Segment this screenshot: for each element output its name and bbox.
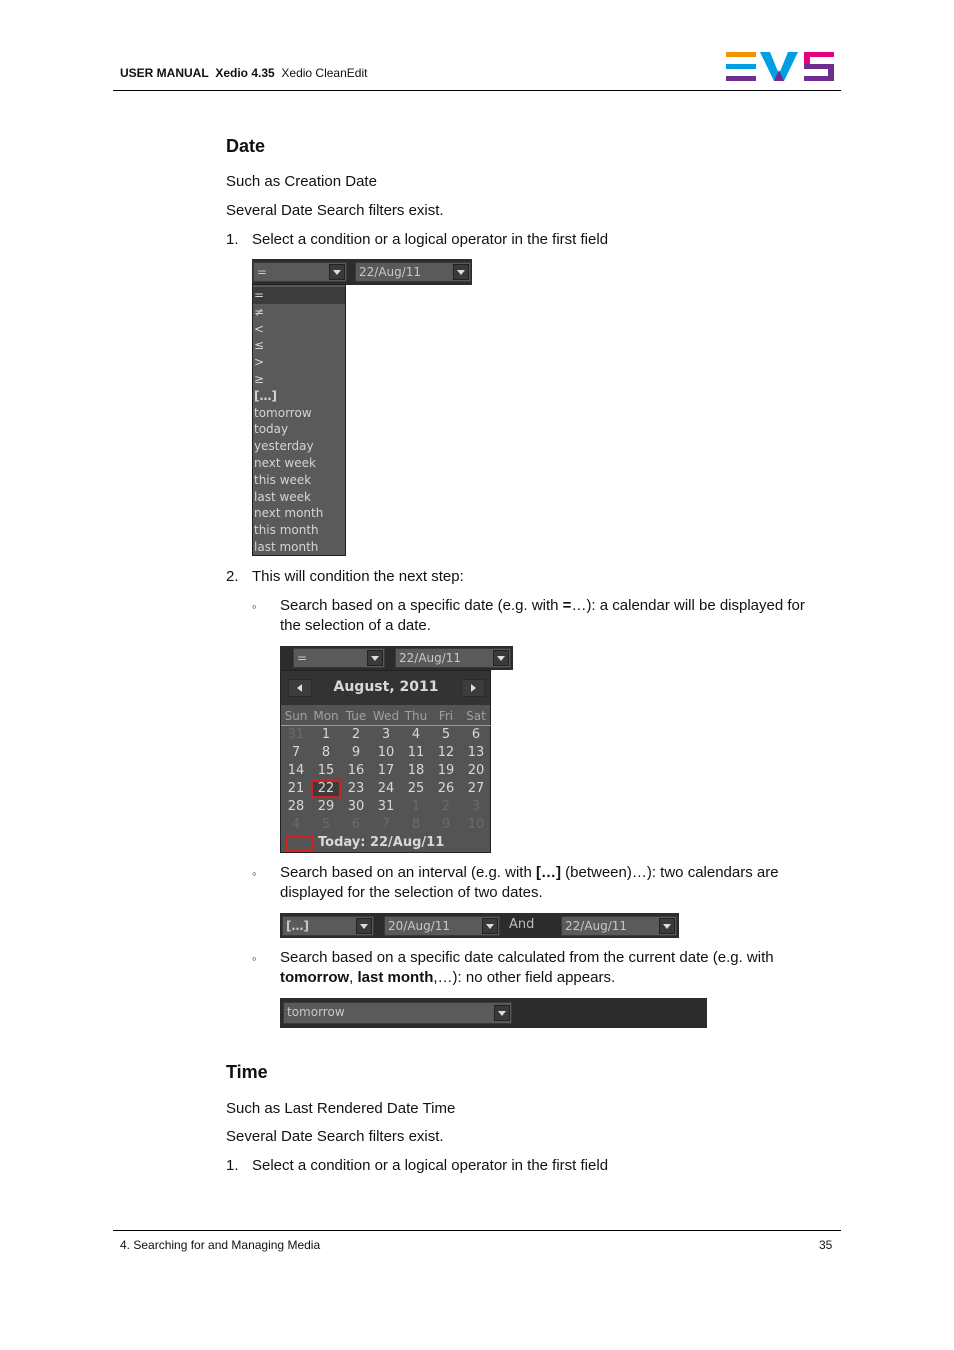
- and-label: And: [509, 917, 535, 932]
- date-step-2-text: This will condition the next step:: [252, 568, 464, 585]
- calendar-day[interactable]: 22: [311, 780, 341, 798]
- calendar-day[interactable]: 3: [381, 727, 391, 742]
- footer-chapter: 4. Searching for and Managing Media: [120, 1238, 321, 1252]
- calendar-day[interactable]: 17: [377, 763, 395, 778]
- bullet-1-part-c: …): a calendar will be displayed for the selection of a date.: [280, 597, 805, 634]
- operator-option[interactable]: ≥: [254, 371, 265, 386]
- calendar-day[interactable]: 23: [347, 781, 365, 796]
- page-header: [120, 66, 367, 80]
- header-rule: [113, 90, 841, 91]
- chevron-down-icon[interactable]: [367, 650, 383, 666]
- weekday-header: Mon: [311, 707, 341, 726]
- weekday-header: Thu: [401, 707, 431, 726]
- bullet-2-part-a: Search based on an interval (e.g. with: [280, 864, 536, 881]
- footer-page-number: 35: [819, 1238, 833, 1252]
- calendar-day[interactable]: 6: [471, 727, 481, 742]
- calendar-day[interactable]: 12: [437, 745, 455, 760]
- prev-month-button[interactable]: [288, 679, 312, 697]
- section-title-time: Time: [226, 1062, 268, 1082]
- calendar-day[interactable]: 3: [471, 799, 481, 814]
- calendar-screenshot: [280, 646, 513, 853]
- operator-option[interactable]: today: [254, 422, 289, 437]
- calendar-day[interactable]: 5: [441, 727, 451, 742]
- weekday-header: Wed: [371, 707, 401, 726]
- calendar-day[interactable]: 16: [347, 763, 365, 778]
- operator-select-value: tomorrow: [287, 1005, 345, 1019]
- evs-logo: [724, 52, 836, 82]
- calendar-day[interactable]: 9: [441, 817, 451, 832]
- calendar-day[interactable]: 31: [287, 727, 305, 742]
- calendar-day[interactable]: 9: [351, 745, 361, 760]
- bullet-1-bold: =: [562, 597, 572, 614]
- chevron-left-icon: [289, 680, 311, 696]
- date-select-value: 22/Aug/11: [399, 651, 462, 665]
- bullet-1-part-a: Search based on a specific date (e.g. with: [280, 597, 563, 614]
- next-month-button[interactable]: [461, 679, 485, 697]
- operator-option[interactable]: <: [254, 321, 265, 336]
- calendar-grid: [281, 707, 491, 834]
- calendar-day[interactable]: 4: [291, 817, 301, 832]
- chevron-down-icon[interactable]: [494, 1005, 510, 1021]
- date-intro-1: Such as Creation Date: [226, 173, 377, 190]
- date-to-value: 22/Aug/11: [565, 919, 628, 933]
- operator-select[interactable]: [253, 262, 347, 282]
- bullet-2-bold: […]: [535, 864, 561, 881]
- calendar-day[interactable]: 18: [407, 763, 425, 778]
- calendar-day[interactable]: 20: [467, 763, 485, 778]
- bullet-2-text: [280, 863, 825, 903]
- calendar-day[interactable]: 5: [321, 817, 331, 832]
- calendar-day[interactable]: 28: [287, 799, 305, 814]
- calendar-day[interactable]: 19: [437, 763, 455, 778]
- date-step-1-number: 1.: [226, 231, 239, 248]
- calendar-day[interactable]: 6: [351, 817, 361, 832]
- time-intro-2: Several Date Search filters exist.: [226, 1128, 444, 1145]
- date-from-value: 20/Aug/11: [388, 919, 451, 933]
- chevron-down-icon[interactable]: [453, 264, 469, 280]
- relative-date-screenshot: [280, 998, 707, 1028]
- bullet-3-part-c: ,: [349, 969, 358, 986]
- chevron-right-icon: [462, 680, 484, 696]
- operator-select[interactable]: [283, 1002, 512, 1024]
- chevron-down-icon[interactable]: [329, 264, 345, 280]
- date-intro-2: Several Date Search filters exist.: [226, 202, 444, 219]
- operator-option[interactable]: ≠: [254, 304, 265, 319]
- weekday-header: Sun: [281, 707, 311, 726]
- calendar-month-title: August, 2011: [333, 679, 439, 695]
- operator-option[interactable]: next month: [254, 506, 324, 521]
- calendar-day[interactable]: 21: [287, 781, 305, 796]
- calendar-day[interactable]: 2: [441, 799, 451, 814]
- calendar-day[interactable]: 7: [381, 817, 391, 832]
- weekday-header: Fri: [431, 707, 461, 726]
- bullet-3-marker: ◦: [252, 951, 257, 966]
- operator-select[interactable]: [282, 916, 374, 936]
- operator-option[interactable]: ≤: [254, 338, 265, 353]
- date-select[interactable]: [355, 262, 471, 282]
- bullet-2-part-c: (between)…): two calendars are displayed for the selection of two dates.: [280, 864, 779, 901]
- calendar-day[interactable]: 1: [411, 799, 421, 814]
- today-link[interactable]: Today: 22/Aug/11: [318, 835, 445, 850]
- calendar-day[interactable]: 30: [347, 799, 365, 814]
- bullet-1-marker: ◦: [252, 599, 257, 614]
- operator-option[interactable]: last week: [254, 489, 311, 504]
- calendar-day[interactable]: 14: [287, 763, 305, 778]
- calendar-day[interactable]: 11: [407, 745, 425, 760]
- calendar-day[interactable]: 10: [467, 817, 485, 832]
- operator-option[interactable]: […]: [254, 388, 277, 403]
- header-product: Xedio 4.35: [215, 66, 275, 80]
- bullet-3-text: [280, 948, 825, 988]
- date-select[interactable]: [395, 648, 511, 668]
- calendar-day[interactable]: 15: [317, 763, 335, 778]
- operator-options-list: [252, 284, 346, 556]
- chevron-down-icon[interactable]: [356, 918, 372, 934]
- operator-option[interactable]: last month: [254, 539, 319, 554]
- operator-option[interactable]: >: [254, 355, 265, 370]
- today-marker: [286, 835, 314, 851]
- calendar-day[interactable]: 27: [467, 781, 485, 796]
- calendar-popup: [280, 670, 491, 853]
- calendar-day[interactable]: 26: [437, 781, 455, 796]
- bullet-3-part-e: ,…): no other field appears.: [433, 969, 616, 986]
- operator-select-value: =: [257, 265, 268, 279]
- date-step-2-number: 2.: [226, 568, 239, 585]
- chevron-down-icon[interactable]: [482, 918, 498, 934]
- bullet-3-bold-1: tomorrow: [280, 969, 350, 986]
- section-title-date: Date: [226, 136, 266, 156]
- bullet-3-part-a: Search based on a specific date calculated from the current date (e.g. with: [280, 949, 774, 966]
- operator-select-value: […]: [286, 919, 309, 933]
- calendar-day[interactable]: 13: [467, 745, 485, 760]
- date-select-value: 22/Aug/11: [359, 265, 422, 279]
- operator-dropdown-screenshot: [252, 259, 472, 556]
- calendar-day[interactable]: 8: [321, 745, 331, 760]
- calendar-day[interactable]: 8: [411, 817, 421, 832]
- operator-option[interactable]: this week: [254, 472, 312, 487]
- operator-option[interactable]: yesterday: [254, 439, 314, 454]
- weekday-header: Sat: [461, 707, 491, 726]
- calendar-day[interactable]: 2: [351, 727, 361, 742]
- operator-option[interactable]: tomorrow: [254, 405, 312, 420]
- operator-select-value: =: [297, 651, 308, 665]
- weekday-header: Tue: [341, 707, 371, 726]
- calendar-day[interactable]: 7: [291, 745, 301, 760]
- chevron-down-icon[interactable]: [493, 650, 509, 666]
- calendar-day[interactable]: 25: [407, 781, 425, 796]
- operator-select[interactable]: [293, 648, 385, 668]
- calendar-day[interactable]: 29: [317, 799, 335, 814]
- calendar-day[interactable]: 4: [411, 727, 421, 742]
- calendar-day[interactable]: 31: [377, 799, 395, 814]
- header-manual: USER MANUAL: [120, 66, 209, 80]
- calendar-day[interactable]: 24: [377, 781, 395, 796]
- time-step-1-text: Select a condition or a logical operator in the first field: [252, 1157, 609, 1174]
- time-intro-1: Such as Last Rendered Date Time: [226, 1100, 456, 1117]
- operator-option[interactable]: next week: [254, 455, 316, 470]
- date-to-select[interactable]: [561, 916, 677, 936]
- date-from-select[interactable]: [384, 916, 500, 936]
- footer-rule: [113, 1230, 841, 1231]
- operator-option[interactable]: this month: [254, 523, 319, 538]
- time-step-1-number: 1.: [226, 1157, 239, 1174]
- date-step-1-text: Select a condition or a logical operator in the first field: [252, 231, 609, 248]
- calendar-day[interactable]: 1: [321, 727, 331, 742]
- operator-option[interactable]: =: [253, 287, 345, 304]
- chevron-down-icon[interactable]: [659, 918, 675, 934]
- header-module: Xedio CleanEdit: [281, 66, 368, 80]
- calendar-day[interactable]: 10: [377, 745, 395, 760]
- bullet-2-marker: ◦: [252, 866, 257, 881]
- bullet-1-text: [280, 596, 825, 636]
- interval-fields-screenshot: [280, 913, 679, 938]
- bullet-3-bold-2: last month: [357, 969, 434, 986]
